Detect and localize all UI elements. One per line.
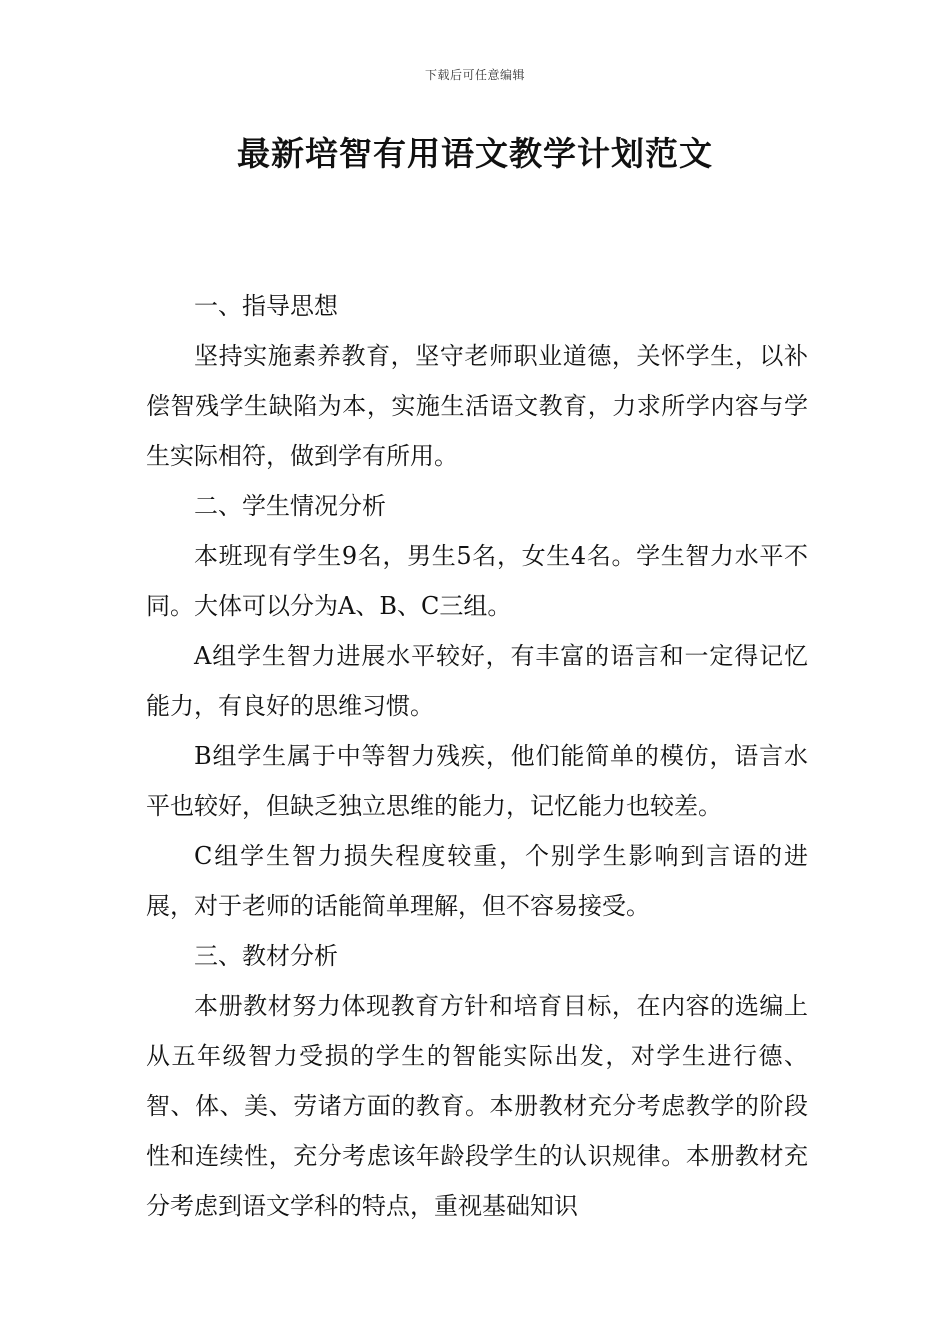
paragraph-group-b: B组学生属于中等智力残疾，他们能简单的模仿，语言水平也较好，但缺乏独立思维的能力，记忆能力也较差。 (146, 742, 808, 820)
section-heading-student-analysis: 二、学生情况分析 (194, 492, 386, 520)
paragraph-guiding-ideology: 坚持实施素养教育，坚守老师职业道德，关怀学生，以补偿智残学生缺陷为本，实施生活语文教育，力求所学内容与学生实际相符，做到学有所用。 (146, 342, 808, 470)
document-body (146, 281, 808, 1231)
document-title: 最新培智有用语文教学计划范文 (237, 134, 713, 173)
header-note: 下载后可任意编辑 (424, 68, 525, 82)
section-heading-textbook-analysis: 三、教材分析 (194, 942, 338, 970)
paragraph-group-c: C组学生智力损失程度较重，个别学生影响到言语的进展，对于老师的话能简单理解，但不容易接受。 (146, 842, 808, 920)
paragraph-class-overview: 本班现有学生9名，男生5名，女生4名。学生智力水平不同。大体可以分为A、B、C三组。 (146, 542, 808, 620)
section-heading-guiding-ideology: 一、指导思想 (194, 292, 338, 320)
paragraph-group-a: A组学生智力进展水平较好，有丰富的语言和一定得记忆能力，有良好的思维习惯。 (146, 642, 808, 720)
paragraph-textbook-analysis: 本册教材努力体现教育方针和培育目标，在内容的选编上从五年级智力受损的学生的智能实际出发，对学生进行德、智、体、美、劳诸方面的教育。本册教材充分考虑教学的阶段性和连续性，充分考虑该年龄段学生的认识规律。本册教材充分考虑到语文学科的特点，重视基础知识 (146, 992, 808, 1220)
